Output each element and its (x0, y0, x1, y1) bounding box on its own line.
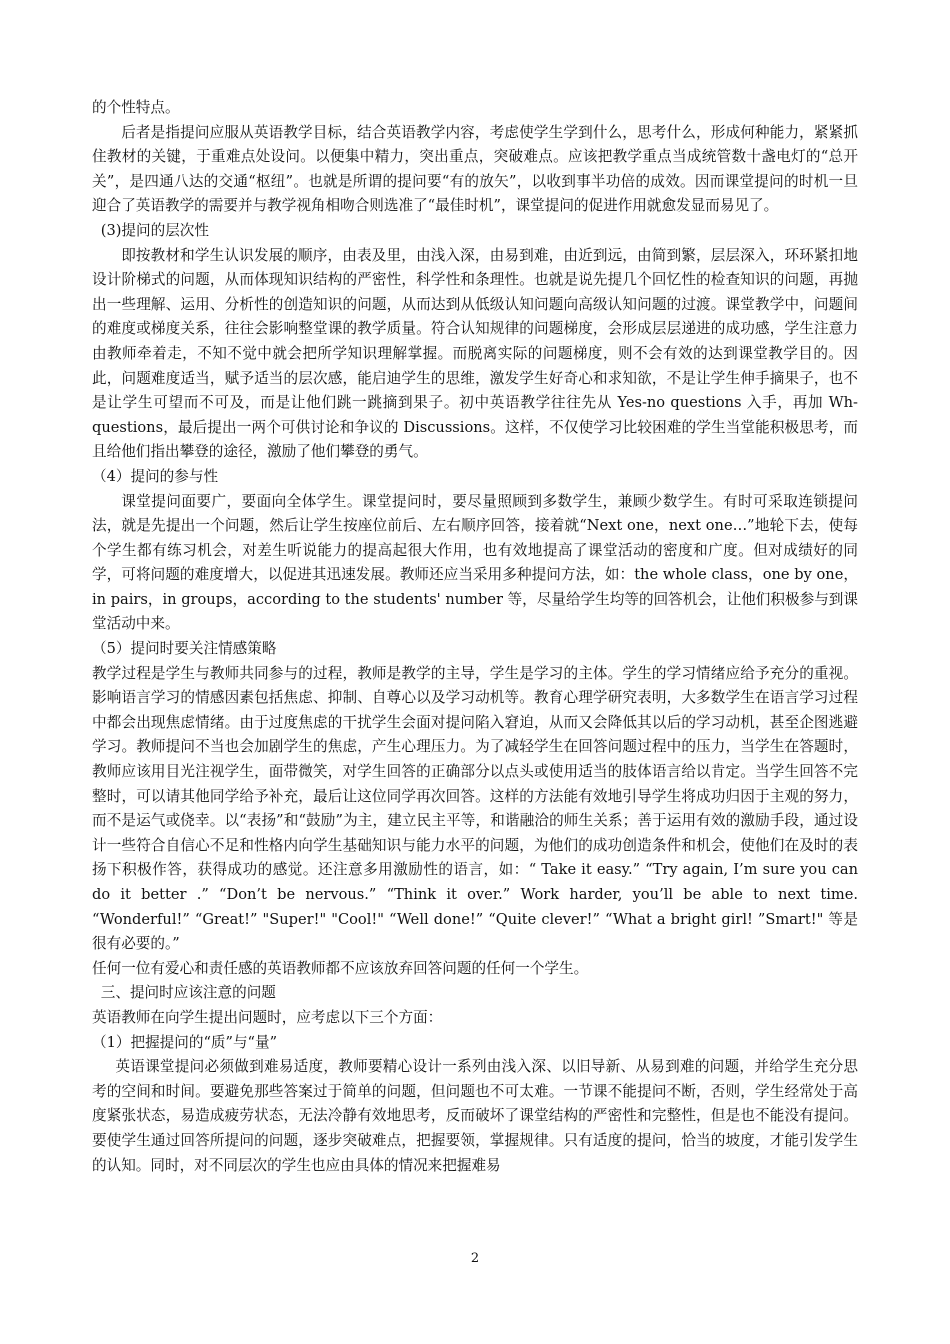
paragraph-emotion: 教学过程是学生与教师共同参与的过程，教师是教学的主导，学生是学习的主体。学生的学习情绪应给予充分的重视。影响语言学习的情感因素包括焦虑、抑制、自尊心以及学习动机等。教育心理学研究表明，大多数学生在语言学习过程中都会出现焦虑情绪。由于过度焦虑的干扰学生会面对提问陷入窘迫，从而又会降低其以后的学习动机，甚至企图逃避学习。教师提问不当也会加剧学生的焦虑，产生心理压力。为了减轻学生在回答问题过程中的压力，当学生在答题时，教师应该用目光注视学生，面带微笑，对学生回答的正确部分以点头或使用适当的肢体语言给以肯定。当学生回答不完整时，可以请其他同学给予补充，最后让这位同学再次回答。这样的方法能有效地引导学生将成功归因于主观的努力，而不是运气或侥幸。以“表扬”和“鼓励”为主，建立民主平等，和谐融洽的师生关系；善于运用有效的激励手段，通过设计一些符合自信心不足和性格内向学生基础知识与能力水平的问题，为他们的成功创造条件和机会，使他们在及时的表扬下积极作答，获得成功的感觉。还注意多用激励性的语言，如：“ Take it easy.” “Try again, I’m sure you can do it better .” “Don’t be nervous.” “Think it over.” Work harder, you’ll be able to next time. “Wonderful!” “Great!” "Super!" "Cool!" “Well done!” “Quite clever!” “What a bright girl! ”Smart!" 等是很有必要的。” (92, 664, 858, 953)
heading-emotion: （5）提问时要关注情感策略 (92, 640, 277, 658)
paragraph-continuation: 的个性特点。 (92, 99, 180, 116)
paragraph-three-aspects: 英语教师在向学生提出问题时，应考虑以下三个方面： (92, 1008, 443, 1026)
section-heading-three: 三、提问时应该注意的问题 (100, 984, 276, 1002)
body-text (92, 96, 858, 1178)
page-number: 2 (470, 1251, 480, 1266)
heading-quality-quantity: （1）把握提问的“质”与“量” (92, 1033, 278, 1051)
paragraph-every-student: 任何一位有爱心和责任感的英语教师都不应该放弃回答问题的任何一个学生。 (92, 959, 589, 977)
paragraph-timing: 后者是指提问应服从英语教学目标，结合英语教学内容，考虑使学生学到什么，思考什么，形成何种能力，紧紧抓住教材的关键，于重难点处设问。以便集中精力，突出重点，突破难点。应该把教学重点当成统管数十盏电灯的“总开关”，是四通八达的交通“枢纽”。也就是所谓的提问要“有的放矢”，以收到事半功倍的成效。因而课堂提问的时机一旦迎合了英语教学的需要并与教学视角相吻合则选准了“最佳时机”，课堂提问的促进作用就愈发显而易见了。 (92, 123, 858, 215)
paragraph-levels: 即按教材和学生认识发展的顺序，由表及里，由浅入深，由易到难，由近到远，由简到繁，层层深入，环环紧扣地设计阶梯式的问题，从而体现知识结构的严密性，科学性和条理性。也就是说先提几个回忆性的检查知识的问题，再抛出一些理解、运用、分析性的创造知识的问题，从而达到从低级认知问题向高级认知问题的过渡。课堂教学中，问题间的难度或梯度关系，往往会影响整堂课的教学质量。符合认知规律的问题梯度，会形成层层递进的成功感，学生注意力由教师牵着走，不知不觉中就会把所学知识理解掌握。而脱离实际的问题梯度，则不会有效的达到课堂教学目的。因此，问题难度适当，赋予适当的层次感，能启迪学生的思维，激发学生好奇心和求知欲，不是让学生伸手摘果子，也不是让学生可望而不可及，而是让他们跳一跳摘到果子。初中英语教学往往先从 Yes-no questions 入手，再加 Wh-questions，最后提出一两个可供讨论和争议的 Discussions。这样，不仅使学习比较困难的学生当堂能积极思考，而且给他们指出攀登的途径，激励了他们攀登的勇气。 (92, 246, 858, 461)
heading-levels: (3)提问的层次性 (100, 221, 209, 239)
heading-participation: （4）提问的参与性 (92, 467, 219, 485)
paragraph-quality-quantity: 英语课堂提问必须做到难易适度，教师要精心设计一系列由浅入深、以旧导新、从易到难的问题，并给学生充分思考的空间和时间。要避免那些答案过于简单的问题，但问题也不可太难。一节课不能提问不断，否则，学生经常处于高度紧张状态，易造成疲劳状态，无法冷静有效地思考，反而破坏了课堂结构的严密性和完整性，但是也不能没有提问。要使学生通过回答所提问的问题，逐步突破难点，把握要领，掌握规律。只有适度的提问，恰当的坡度，才能引发学生的认知。同时，对不同层次的学生也应由具体的情况来把握难易 (92, 1058, 858, 1174)
paragraph-participation: 课堂提问面要广，要面向全体学生。课堂提问时，要尽量照顾到多数学生，兼顾少数学生。有时可采取连锁提问法，就是先提出一个问题，然后让学生按座位前后、左右顺序回答，接着就“Next one，next one…”地轮下去，使每个学生都有练习机会，对差生听说能力的提高起很大作用，也有效地提高了课堂活动的密度和广度。但对成绩好的同学，可将问题的难度增大，以促进其迅速发展。教师还应当采用多种提问方法，如：the whole class，one by one，in pairs，in groups，according to the students' number 等，尽量给学生均等的回答机会，让他们积极参与到课堂活动中来。 (92, 492, 858, 633)
